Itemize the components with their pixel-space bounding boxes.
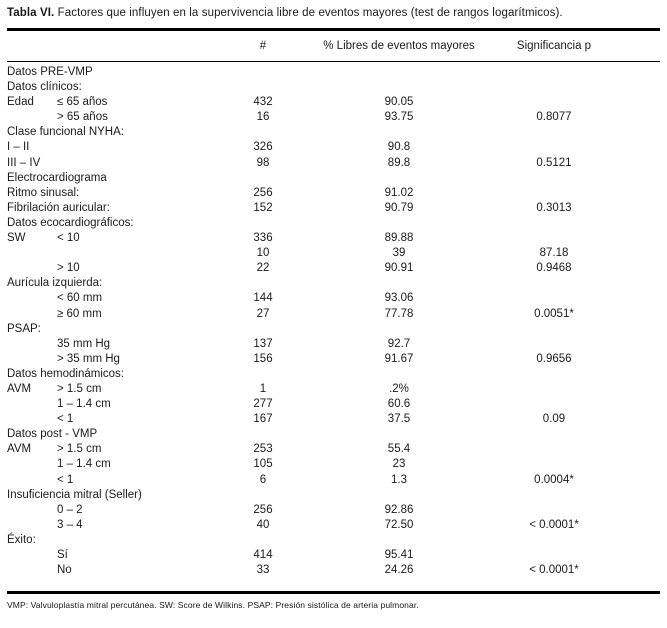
row-label <box>7 337 232 352</box>
row-label-prefix: Edad <box>7 96 34 109</box>
row-label-sub: Sí <box>57 549 68 561</box>
row-event-free-pct-value: 95.41 <box>384 549 414 561</box>
row-significance-value <box>504 382 604 397</box>
row-label <box>7 457 232 472</box>
row-count-value: 137 <box>253 337 273 350</box>
row-event-free-pct-value <box>294 488 504 503</box>
row-label <box>7 95 232 110</box>
row-count-value: 152 <box>253 201 273 214</box>
row-count-value: 414 <box>253 549 273 561</box>
row-label: I – II <box>7 141 30 154</box>
row-event-free-pct-value: 93.06 <box>384 292 414 305</box>
row-count-value: 10 <box>256 247 270 260</box>
row-event-free-pct-value <box>294 171 504 186</box>
table-row <box>7 186 661 201</box>
row-count-value <box>232 367 294 382</box>
table-row <box>7 307 661 322</box>
row-significance-value: 0.9468 <box>536 262 572 275</box>
row-event-free-pct-value: 92.86 <box>384 503 414 516</box>
row-count-value: 167 <box>253 413 273 426</box>
row-significance-value: 0.0004* <box>534 473 574 486</box>
row-significance-value: 0.3013 <box>536 201 572 214</box>
table-row <box>7 65 661 80</box>
row-event-free-pct-value <box>294 533 504 548</box>
table-row <box>7 397 661 412</box>
row-event-free-pct-value: 90.8 <box>387 141 411 154</box>
row-event-free-pct-value <box>294 65 504 80</box>
row-significance-value <box>504 125 604 140</box>
row-event-free-pct-value: .2% <box>389 382 409 395</box>
row-label <box>7 442 232 457</box>
table-row <box>7 442 661 457</box>
table-row <box>7 548 661 563</box>
row-label <box>7 352 232 367</box>
table-row <box>7 291 661 306</box>
row-event-free-pct-value <box>294 125 504 140</box>
row-significance-value <box>504 276 604 291</box>
row-label <box>7 307 232 322</box>
table-row <box>7 216 661 231</box>
row-significance-value: 0.09 <box>542 413 566 426</box>
table-row <box>7 533 661 548</box>
col-header-event-free-pct: % Libres de eventos mayores <box>323 40 475 52</box>
table-row <box>7 322 661 337</box>
table-row <box>7 80 661 95</box>
row-event-free-pct-value <box>294 276 504 291</box>
row-significance-value <box>504 95 604 110</box>
row-label: PSAP: <box>7 322 41 335</box>
row-label-prefix: AVM <box>7 382 32 395</box>
col-header-count: # <box>259 40 267 52</box>
row-significance-value <box>504 171 604 186</box>
table-row <box>7 473 661 488</box>
row-significance-value: 87.18 <box>539 247 569 260</box>
row-count-value: 256 <box>253 186 273 199</box>
row-significance-value <box>504 533 604 548</box>
row-label: Datos clínicos: <box>7 81 82 94</box>
table-row <box>7 95 661 110</box>
row-event-free-pct-value: 23 <box>392 458 406 471</box>
table-row <box>7 125 661 140</box>
row-label: Ritmo sinusal: <box>7 186 80 199</box>
table-title-label: Tabla VI. <box>7 7 55 19</box>
row-label <box>7 548 232 563</box>
table-row <box>7 503 661 518</box>
table-footnote: VMP: Valvuloplastía mitral percutánea. SW: Score de Wilkins. PSAP: Presión sistólica de arteria pulmonar. <box>7 600 419 611</box>
row-label-sub: No <box>57 564 72 577</box>
row-count-value: 336 <box>253 232 273 245</box>
row-significance-value <box>504 503 604 518</box>
table-row <box>7 276 661 291</box>
row-label <box>7 473 232 488</box>
row-significance-value <box>504 397 604 412</box>
row-label: Fibrilación auricular: <box>7 201 110 214</box>
row-count-value <box>232 65 294 80</box>
row-count-value: 16 <box>256 111 270 124</box>
row-label-sub: ≤ 65 años <box>57 96 108 109</box>
table-row <box>7 201 661 216</box>
row-label <box>7 518 232 533</box>
row-event-free-pct-value: 89.88 <box>384 232 414 245</box>
table-row <box>7 518 661 533</box>
row-label: Insuficiencia mitral (Seller) <box>7 488 142 501</box>
table-row <box>7 171 661 186</box>
row-label: Electrocardiograma <box>7 171 107 184</box>
row-count-value: 40 <box>256 518 270 531</box>
row-significance-value: 0.9656 <box>536 352 572 365</box>
table-row <box>7 352 661 367</box>
row-event-free-pct-value <box>294 367 504 382</box>
row-significance-value <box>504 231 604 246</box>
col-header-significance: Significancia p <box>516 40 592 52</box>
row-significance-value <box>504 322 604 337</box>
row-label: Datos ecocardiográficos: <box>7 216 134 229</box>
row-significance-value <box>504 427 604 442</box>
row-label-sub: 35 mm Hg <box>57 337 111 350</box>
row-event-free-pct-value: 39 <box>392 247 406 260</box>
row-count-value <box>232 322 294 337</box>
row-label: Datos post - VMP <box>7 428 98 441</box>
row-label-sub: < 1 <box>57 473 74 486</box>
row-label: Clase funcional NYHA: <box>7 126 124 139</box>
row-label-prefix: AVM <box>7 443 32 456</box>
row-label: Aurícula izquierda: <box>7 277 103 290</box>
row-count-value: 6 <box>259 473 267 486</box>
table-row <box>7 140 661 155</box>
row-significance-value: 0.8077 <box>536 111 572 124</box>
table-row <box>7 427 661 442</box>
table-row <box>7 231 661 246</box>
table-row <box>7 156 661 171</box>
row-label: Éxito: <box>7 533 36 546</box>
row-count-value <box>232 276 294 291</box>
row-label-sub: > 10 <box>57 262 80 275</box>
bottom-rule <box>7 591 660 594</box>
table-row <box>7 457 661 472</box>
row-event-free-pct-value <box>294 216 504 231</box>
row-significance-value <box>504 548 604 563</box>
row-label-sub: 1 – 1.4 cm <box>57 398 111 411</box>
row-label-sub: < 60 mm <box>57 292 103 305</box>
row-count-value: 27 <box>256 307 270 320</box>
row-event-free-pct-value: 91.67 <box>384 352 414 365</box>
row-significance-value <box>504 291 604 306</box>
row-count-value: 326 <box>253 141 273 154</box>
table-row <box>7 110 661 125</box>
row-event-free-pct-value: 91.02 <box>384 186 414 199</box>
row-label-sub: 0 – 2 <box>57 503 83 516</box>
row-count-value <box>232 533 294 548</box>
row-count-value: 277 <box>253 398 273 411</box>
row-significance-value <box>504 367 604 382</box>
row-label-prefix: SW <box>7 232 26 245</box>
row-significance-value <box>504 442 604 457</box>
row-significance-value <box>504 337 604 352</box>
table-row <box>7 337 661 352</box>
table-row <box>7 563 661 578</box>
row-event-free-pct-value: 90.05 <box>384 96 414 109</box>
row-label <box>7 412 232 427</box>
row-label <box>7 246 232 261</box>
row-count-value: 432 <box>253 96 273 109</box>
row-significance-value <box>504 186 604 201</box>
row-label-sub: > 1.5 cm <box>57 443 102 456</box>
row-event-free-pct-value: 90.79 <box>384 201 414 214</box>
row-event-free-pct-value: 55.4 <box>387 443 411 456</box>
row-label <box>7 503 232 518</box>
table-row <box>7 412 661 427</box>
row-significance-value <box>504 65 604 80</box>
row-event-free-pct-value: 24.26 <box>384 564 414 577</box>
row-label-sub: < 1 <box>57 413 74 426</box>
row-event-free-pct-value: 72.50 <box>384 518 414 531</box>
row-label <box>7 261 232 276</box>
row-count-value <box>232 80 294 95</box>
table-body <box>7 62 661 578</box>
row-event-free-pct-value: 77.78 <box>384 307 414 320</box>
row-event-free-pct-value: 37.5 <box>387 413 411 426</box>
row-count-value: 144 <box>253 292 273 305</box>
row-label <box>7 291 232 306</box>
row-count-value: 1 <box>259 382 267 395</box>
row-count-value <box>232 488 294 503</box>
row-event-free-pct-value <box>294 427 504 442</box>
row-significance-value: < 0.0001* <box>529 564 579 577</box>
row-event-free-pct-value: 89.8 <box>387 156 411 169</box>
row-count-value: 256 <box>253 503 273 516</box>
row-count-value: 33 <box>256 564 270 577</box>
row-significance-value <box>504 216 604 231</box>
row-label-sub: > 1.5 cm <box>57 382 102 395</box>
table-row <box>7 367 661 382</box>
row-label: Datos hemodinámicos: <box>7 367 124 380</box>
row-count-value <box>232 216 294 231</box>
row-label-sub: > 65 años <box>57 111 108 124</box>
table-row <box>7 261 661 276</box>
table-title-text: Factores que influyen en la supervivencia libre de eventos mayores (test de rangos logarítmicos). <box>57 7 563 19</box>
table-row <box>7 246 661 261</box>
row-count-value: 98 <box>256 156 270 169</box>
row-event-free-pct-value: 60.6 <box>387 398 411 411</box>
row-label: III – IV <box>7 156 41 169</box>
row-event-free-pct-value: 92.7 <box>387 337 411 350</box>
row-label <box>7 382 232 397</box>
row-event-free-pct-value: 90.91 <box>384 262 414 275</box>
row-event-free-pct-value <box>294 322 504 337</box>
table-row <box>7 382 661 397</box>
row-label-sub: > 35 mm Hg <box>57 352 120 365</box>
row-label: Datos PRE-VMP <box>7 66 93 78</box>
row-count-value: 22 <box>256 262 270 275</box>
row-label <box>7 397 232 412</box>
row-significance-value: 0.0051* <box>534 307 574 320</box>
row-count-value: 156 <box>253 352 273 365</box>
row-label <box>7 563 232 578</box>
row-label-sub: 3 – 4 <box>57 518 83 531</box>
row-count-value <box>232 171 294 186</box>
row-event-free-pct-value: 1.3 <box>391 473 407 486</box>
row-significance-value: < 0.0001* <box>529 518 579 531</box>
row-significance-value <box>504 80 604 95</box>
row-significance-value: 0.5121 <box>536 156 572 169</box>
row-count-value: 253 <box>253 443 273 456</box>
row-count-value: 105 <box>253 458 273 471</box>
column-header-row <box>7 31 661 61</box>
row-label <box>7 110 232 125</box>
row-label-sub: ≥ 60 mm <box>57 307 102 320</box>
row-significance-value <box>504 457 604 472</box>
row-count-value <box>232 427 294 442</box>
row-label <box>7 231 232 246</box>
row-event-free-pct-value: 93.75 <box>384 111 414 124</box>
row-event-free-pct-value <box>294 80 504 95</box>
table-title <box>7 5 661 21</box>
row-count-value <box>232 125 294 140</box>
row-label-sub: < 10 <box>57 232 80 245</box>
row-significance-value <box>504 140 604 155</box>
row-label-sub: 1 – 1.4 cm <box>57 458 111 471</box>
row-significance-value <box>504 488 604 503</box>
table-row <box>7 488 661 503</box>
